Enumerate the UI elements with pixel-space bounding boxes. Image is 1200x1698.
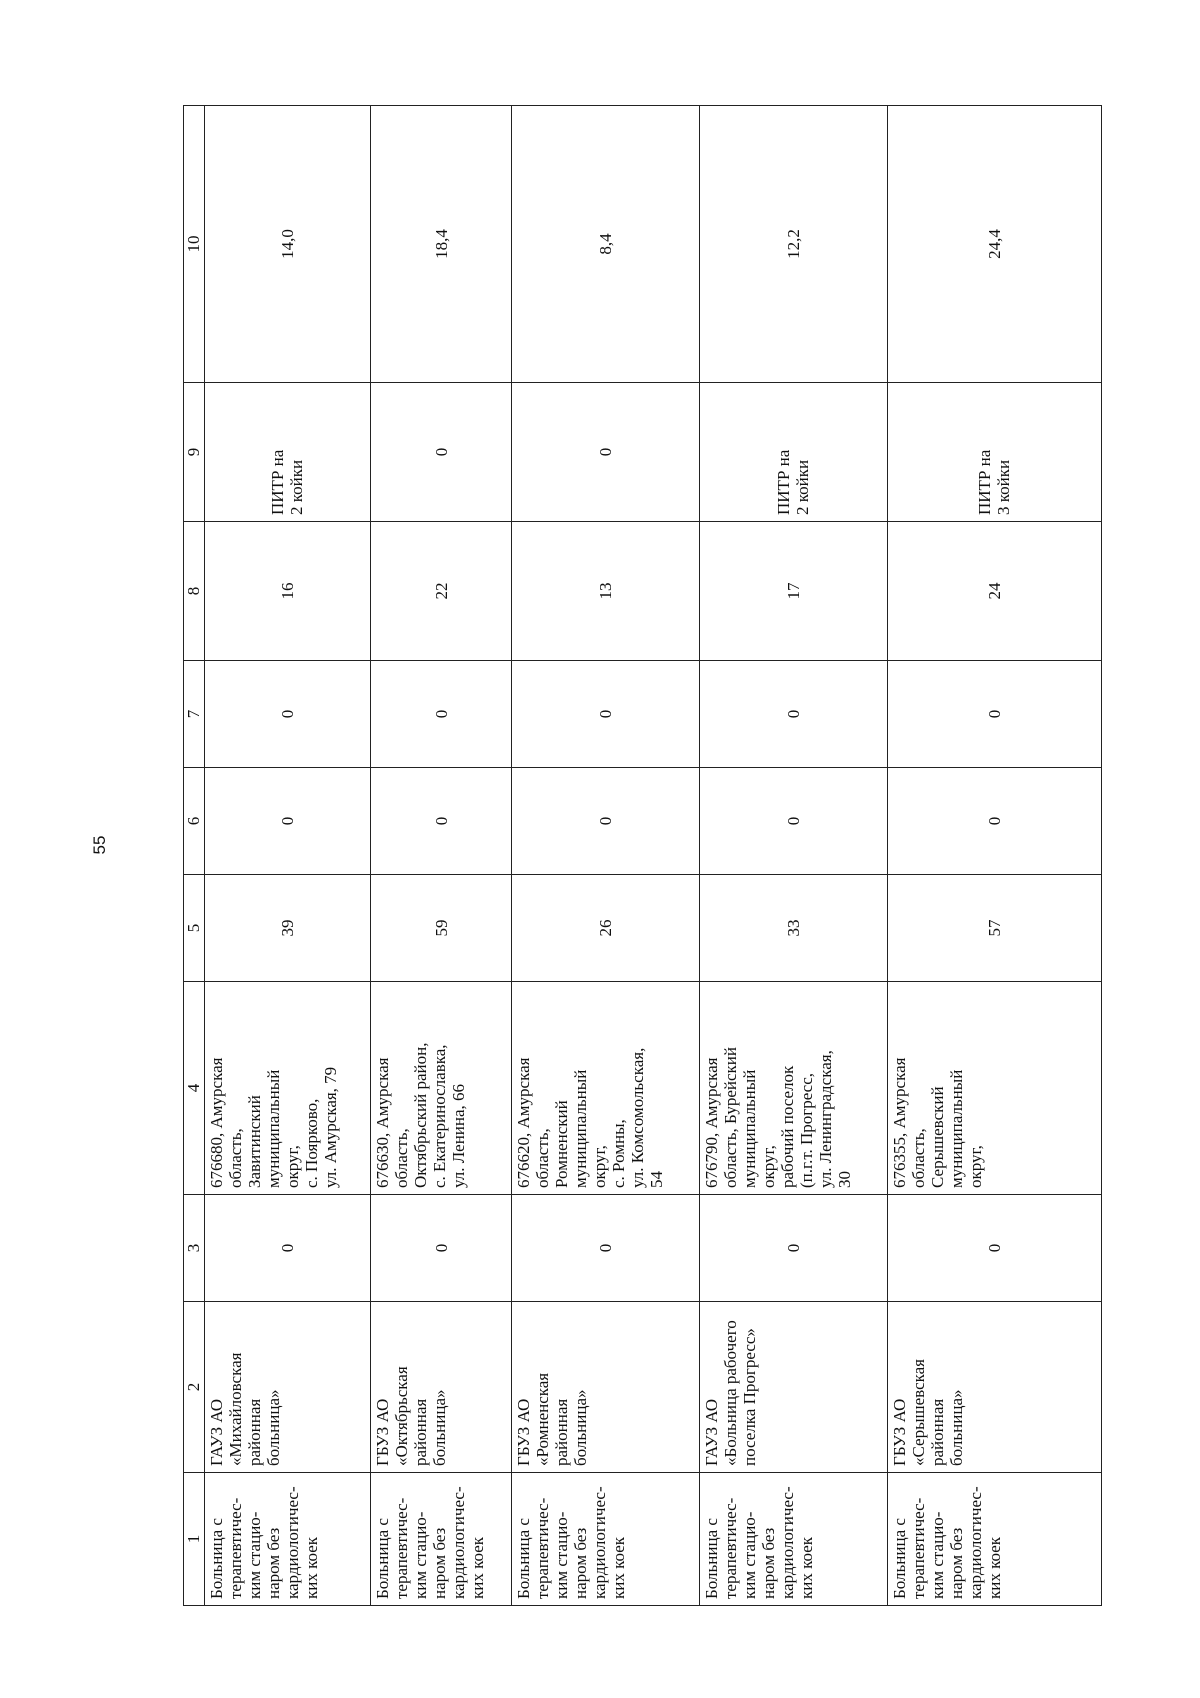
- facility-name-cell: ГБУЗ АО «Серышевская районная больница»: [888, 1302, 1102, 1473]
- value-cell: 0: [371, 1195, 512, 1302]
- value-cell: 22: [371, 522, 512, 661]
- value-cell: 12,2: [700, 106, 888, 383]
- facility-type-cell: Больница с терапевтичес- ким стацио- наром без кардиологичес- ких коек: [371, 1473, 512, 1606]
- column-header: 7: [184, 661, 205, 768]
- table-row: [205, 106, 371, 1606]
- facilities-table: [183, 105, 1102, 1606]
- value-cell: 8,4: [512, 106, 700, 383]
- value-cell: 0: [700, 661, 888, 768]
- pitr-cell: ПИТР на 3 койки: [888, 383, 1102, 522]
- value-cell: 0: [512, 1195, 700, 1302]
- address-cell: 676790, Амурская область, Бурейский муниципальный округ, рабочий поселок (п.г.т. Прогресс, ул. Ленинградская, 30: [700, 982, 888, 1195]
- value-cell: 0: [888, 1195, 1102, 1302]
- pitr-cell: ПИТР на 2 койки: [205, 383, 371, 522]
- value-cell: 33: [700, 875, 888, 982]
- facility-type-cell: Больница с терапевтичес- ким стацио- наром без кардиологичес- ких коек: [205, 1473, 371, 1606]
- page-number: 55: [90, 835, 109, 855]
- value-cell: 17: [700, 522, 888, 661]
- value-cell: 16: [205, 522, 371, 661]
- value-cell: 0: [205, 661, 371, 768]
- value-cell: 18,4: [371, 106, 512, 383]
- value-cell: 0: [205, 768, 371, 875]
- facility-name-cell: ГБУЗ АО «Ромненская районная больница»: [512, 1302, 700, 1473]
- value-cell: 0: [371, 383, 512, 522]
- value-cell: 0: [512, 383, 700, 522]
- facilities-table-container: [183, 106, 1100, 1606]
- address-cell: 676630, Амурская область, Октябрьский район, с. Екатеринославка, ул. Ленина, 66: [371, 982, 512, 1195]
- value-cell: 0: [700, 768, 888, 875]
- facility-type-cell: Больница с терапевтичес- ким стацио- наром без кардиологичес- ких коек: [700, 1473, 888, 1606]
- value-cell: 13: [512, 522, 700, 661]
- value-cell: 24,4: [888, 106, 1102, 383]
- column-header: 1: [184, 1473, 205, 1606]
- value-cell: 57: [888, 875, 1102, 982]
- value-cell: 0: [888, 661, 1102, 768]
- value-cell: 26: [512, 875, 700, 982]
- column-header: 3: [184, 1195, 205, 1302]
- facility-name-cell: ГАУЗ АО «Больница рабочего поселка Прогресс»: [700, 1302, 888, 1473]
- value-cell: 0: [888, 768, 1102, 875]
- facility-name-cell: ГАУЗ АО «Михайловская районная больница»: [205, 1302, 371, 1473]
- column-header: 5: [184, 875, 205, 982]
- facility-name-cell: ГБУЗ АО «Октябрьская районная больница»: [371, 1302, 512, 1473]
- value-cell: 24: [888, 522, 1102, 661]
- value-cell: 0: [512, 768, 700, 875]
- value-cell: 0: [371, 661, 512, 768]
- value-cell: 0: [205, 1195, 371, 1302]
- facility-type-cell: Больница с терапевтичес- ким стацио- наром без кардиологичес- ких коек: [888, 1473, 1102, 1606]
- address-cell: 676620, Амурская область, Ромненский муниципальный округ, с. Ромны, ул. Комсомольская, 54: [512, 982, 700, 1195]
- value-cell: 0: [371, 768, 512, 875]
- column-header: 4: [184, 982, 205, 1195]
- table-row: [512, 106, 700, 1606]
- column-header: 2: [184, 1302, 205, 1473]
- value-cell: 59: [371, 875, 512, 982]
- table-row: [700, 106, 888, 1606]
- column-header: 9: [184, 383, 205, 522]
- address-cell: 676355, Амурская область, Серышевский муниципальный округ,: [888, 982, 1102, 1195]
- table-row: [371, 106, 512, 1606]
- address-cell: 676680, Амурская область, Завитинский муниципальный округ, с. Поярково, ул. Амурская, 79: [205, 982, 371, 1195]
- value-cell: 14,0: [205, 106, 371, 383]
- pitr-cell: ПИТР на 2 койки: [700, 383, 888, 522]
- value-cell: 0: [700, 1195, 888, 1302]
- column-header: 8: [184, 522, 205, 661]
- table-row: [888, 106, 1102, 1606]
- facility-type-cell: Больница с терапевтичес- ким стацио- наром без кардиологичес- ких коек: [512, 1473, 700, 1606]
- column-header: 10: [184, 106, 205, 383]
- value-cell: 0: [512, 661, 700, 768]
- value-cell: 39: [205, 875, 371, 982]
- header-row: [184, 106, 205, 1606]
- column-header: 6: [184, 768, 205, 875]
